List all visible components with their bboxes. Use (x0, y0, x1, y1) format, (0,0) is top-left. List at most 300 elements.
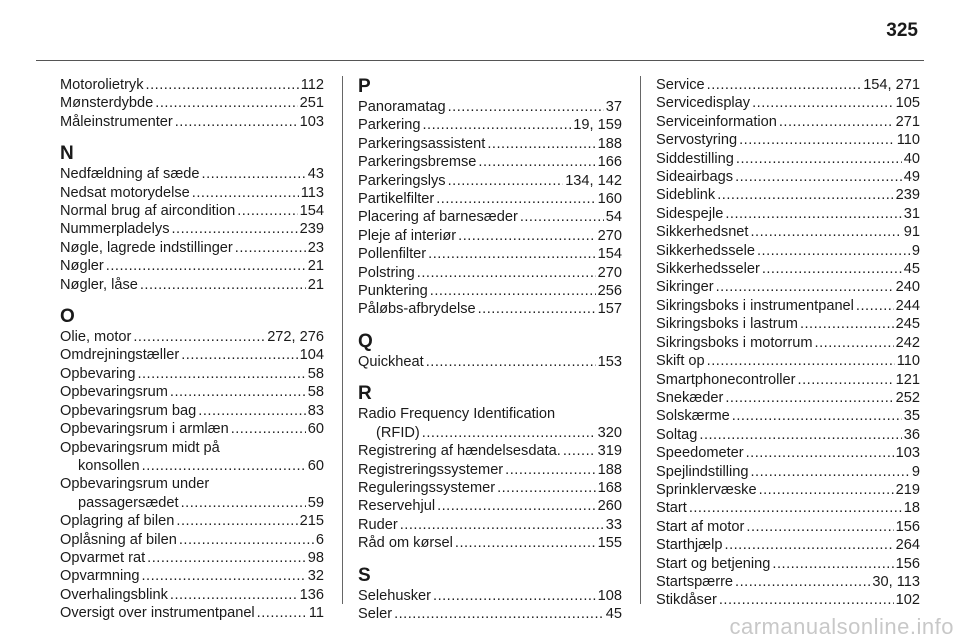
column-divider (342, 76, 343, 604)
index-entry (358, 282, 622, 300)
leader-dots (750, 223, 901, 241)
index-entry-page: 154 (597, 246, 622, 263)
leader-dots (736, 150, 902, 168)
index-entry-page: 239 (299, 221, 324, 238)
index-entry-text: Råd om kørsel (358, 535, 453, 552)
leader-dots (520, 208, 604, 226)
section-letter: S (358, 564, 371, 586)
leader-dots (478, 300, 596, 318)
index-entry (358, 516, 622, 534)
leader-dots (175, 113, 298, 131)
leader-dots (856, 297, 894, 315)
index-entry (60, 165, 324, 183)
leader-dots (394, 605, 604, 623)
index-entry-page: 104 (299, 347, 324, 364)
index-entry-page: 166 (597, 154, 622, 171)
index-entry (60, 604, 324, 622)
index-entry (60, 76, 324, 94)
leader-dots (202, 165, 306, 183)
leader-dots (759, 481, 894, 499)
index-entry-text: Seler (358, 605, 393, 622)
leader-dots (146, 76, 299, 94)
index-entry-page: 58 (307, 384, 324, 401)
section-letter: O (60, 306, 75, 328)
index-entry-page: 37 (605, 99, 622, 115)
leader-dots (815, 334, 894, 352)
leader-dots (181, 346, 297, 364)
index-entry (60, 202, 324, 220)
leader-dots (106, 257, 306, 275)
leader-dots (757, 242, 910, 260)
index-entry-page: 31 (903, 205, 920, 222)
leader-dots (707, 76, 862, 94)
leader-dots (181, 494, 306, 512)
index-entry-page: 271 (895, 113, 920, 130)
index-entry-text: Opbevaringsrum bag (60, 402, 197, 419)
section-letter: R (358, 383, 372, 405)
index-entry-text: Parkeringslys (358, 172, 446, 189)
leader-dots (497, 479, 596, 497)
index-entry-page: 19, 159 (573, 117, 622, 134)
leader-dots (400, 516, 604, 534)
leader-dots (142, 567, 306, 585)
index-entry-text: (RFID) (376, 424, 420, 441)
index-entry (60, 365, 324, 383)
index-entry-text: Panoramatag (358, 99, 446, 115)
leader-dots (746, 518, 893, 536)
index-entry-text: Sikringsboks i instrumentpanel (656, 297, 854, 314)
leader-dots (762, 260, 902, 278)
index-entry-text: Sikringsboks i motorrum (656, 334, 813, 351)
index-entry (656, 352, 920, 370)
index-entry (656, 573, 920, 591)
index-entry (656, 591, 920, 609)
index-entry-page: 160 (597, 191, 622, 208)
index-entry-text: Start og betjening (656, 555, 771, 572)
index-entry-text: Snekæder (656, 389, 724, 406)
leader-dots (140, 276, 306, 294)
index-entry (656, 186, 920, 204)
index-entry-text: Sikkerhedssele (656, 242, 755, 259)
index-entry-page: 245 (895, 316, 920, 333)
index-entry (656, 113, 920, 131)
leader-dots (725, 205, 901, 223)
index-entry (358, 153, 622, 171)
index-entry (656, 371, 920, 389)
index-entry (60, 184, 324, 202)
index-entry-text: Servicedisplay (656, 95, 751, 112)
index-entry-page: 156 (895, 518, 920, 535)
index-entry-page: 157 (597, 301, 622, 318)
index-entry-page: 272, 276 (267, 329, 324, 346)
index-entry-text: Parkeringsassistent (358, 135, 486, 152)
index-entry (656, 518, 920, 536)
index-entry-page: 9 (911, 463, 920, 480)
index-entry-text: Parkering (358, 117, 421, 134)
index-entry-text: Sprinklervæske (656, 481, 757, 498)
index-entry-text: Reguleringssystemer (358, 479, 496, 496)
leader-dots (428, 245, 596, 263)
index-entry (60, 549, 324, 567)
leader-dots (725, 389, 893, 407)
leader-dots (779, 113, 894, 131)
leader-dots (735, 573, 870, 591)
leader-dots (798, 371, 894, 389)
index-entry-text: Oversigt over instrumentpanel (60, 605, 255, 622)
index-entry-page: 49 (903, 169, 920, 186)
index-entry-text: Start af motor (656, 518, 745, 535)
index-entry (358, 227, 622, 245)
leader-dots (725, 536, 894, 554)
index-entry-page: 270 (597, 264, 622, 281)
index-entry (358, 497, 622, 515)
index-entry (60, 439, 324, 476)
index-entry-text: Speedometer (656, 445, 744, 462)
index-entry-text: Siddestilling (656, 150, 734, 167)
leader-dots (739, 131, 895, 149)
index-entry-text: Polstring (358, 264, 415, 281)
index-entry-text: Oplåsning af bilen (60, 531, 177, 548)
index-entry (358, 479, 622, 497)
leader-dots (192, 184, 299, 202)
leader-dots (448, 98, 604, 116)
index-entry-page: 219 (895, 481, 920, 498)
index-entry-page: 54 (605, 209, 622, 226)
index-entry-page: 188 (597, 461, 622, 478)
index-entry-text: Opbevaringsrum (60, 384, 168, 401)
index-entry-text: Omdrejningstæller (60, 347, 180, 364)
index-entry-text: Sikringsboks i lastrum (656, 316, 798, 333)
index-entry-page: 11 (308, 605, 324, 622)
leader-dots (437, 497, 596, 515)
leader-dots (257, 604, 307, 622)
index-entry-text: Sikkerhedsseler (656, 261, 760, 278)
index-entry-text: Sikkerhedsnet (656, 224, 749, 241)
index-entry-text: Start (656, 500, 687, 517)
index-entry-text: Soltag (656, 426, 698, 443)
index-entry-page: 252 (895, 389, 920, 406)
index-entry-text: Motorolietryk (60, 77, 144, 93)
index-entry-page: 155 (597, 535, 622, 552)
leader-dots (142, 457, 306, 475)
leader-dots (752, 94, 894, 112)
index-entry-text: Sidespejle (656, 205, 724, 222)
index-entry (358, 442, 622, 460)
index-entry (656, 463, 920, 481)
index-entry-text: Spejlindstilling (656, 463, 749, 480)
index-entry-page: 153 (597, 353, 622, 370)
index-entry-text: Nøgler, låse (60, 276, 138, 293)
index-entry-text: Måleinstrumenter (60, 113, 173, 130)
index-entry-page: 35 (903, 408, 920, 425)
index-entry (358, 245, 622, 263)
leader-dots (735, 168, 902, 186)
index-entry (60, 113, 324, 131)
index-entry-page: 260 (597, 498, 622, 515)
index-entry-text: konsollen (78, 457, 140, 474)
watermark: carmanualsonline.info (729, 614, 954, 639)
index-entry-text: Pleje af interiør (358, 227, 457, 244)
leader-dots (176, 512, 297, 530)
leader-dots (689, 499, 902, 517)
index-entry-page: 83 (307, 402, 324, 419)
index-entry (60, 383, 324, 401)
index-entry (60, 531, 324, 549)
index-entry-text: Nedfældning af sæde (60, 166, 200, 183)
index-entry (60, 402, 324, 420)
leader-dots (719, 591, 894, 609)
leader-dots (147, 549, 306, 567)
index-entry (656, 555, 920, 573)
leader-dots (179, 531, 314, 549)
leader-dots (732, 407, 902, 425)
index-entry-page: 240 (895, 279, 920, 296)
index-entry-page: 154 (299, 203, 324, 220)
index-entry (656, 94, 920, 112)
index-entry (358, 264, 622, 282)
index-entry-text: Skift op (656, 353, 705, 370)
index-entry-page: 23 (307, 239, 324, 256)
index-entry (60, 257, 324, 275)
index-entry (60, 586, 324, 604)
index-entry (656, 260, 920, 278)
index-entry (358, 208, 622, 226)
index-entry (656, 297, 920, 315)
index-entry-text: Ruder (358, 516, 398, 533)
index-entry-page: 58 (307, 365, 324, 382)
index-entry-page: 45 (903, 261, 920, 278)
index-entry (656, 76, 920, 94)
leader-dots (417, 264, 596, 282)
index-entry-page: 112 (300, 77, 324, 93)
index-column-1 (60, 76, 324, 623)
index-entry (656, 444, 920, 462)
index-entry (60, 346, 324, 364)
index-entry-text: Selehusker (358, 587, 432, 604)
index-entry-page: 188 (597, 135, 622, 152)
leader-dots (422, 116, 571, 134)
index-entry (60, 239, 324, 257)
index-entry-page: 156 (895, 555, 920, 572)
leader-dots (746, 444, 894, 462)
leader-dots (750, 463, 909, 481)
leader-dots (458, 227, 596, 245)
index-entry (656, 389, 920, 407)
index-entry (656, 150, 920, 168)
index-entry (656, 315, 920, 333)
index-entry-page: 91 (903, 224, 920, 241)
index-entry-text: Quickheat (358, 353, 424, 370)
leader-dots (237, 202, 297, 220)
index-entry-text: Registreringssystemer (358, 461, 504, 478)
index-entry (656, 223, 920, 241)
index-entry-text: Parkeringsbremse (358, 154, 477, 171)
index-entry-text: Punktering (358, 283, 428, 300)
index-entry (358, 605, 622, 623)
index-entry-page: 134, 142 (565, 172, 622, 189)
index-entry-page: 9 (911, 242, 920, 259)
index-entry-page: 108 (597, 587, 622, 604)
index-entry-text: Solskærme (656, 408, 730, 425)
leader-dots (717, 186, 893, 204)
index-entry-page: 239 (895, 187, 920, 204)
leader-dots (155, 94, 297, 112)
index-entry-text: Service (656, 77, 705, 93)
index-entry-page: 121 (895, 371, 920, 388)
index-entry-text: Registrering af hændelsesdata. (358, 443, 561, 460)
leader-dots (455, 534, 596, 552)
index-entry-text: Mønsterdybde (60, 95, 154, 112)
index-entry (60, 276, 324, 294)
index-entry-text: Pollenfilter (358, 246, 427, 263)
index-entry-page: 244 (895, 297, 920, 314)
index-entry-text: Opvarmning (60, 568, 140, 585)
index-entry-page: 21 (307, 276, 324, 293)
index-entry (60, 512, 324, 530)
header-rule (36, 60, 924, 61)
index-entry-page: 36 (903, 426, 920, 443)
index-entry (60, 94, 324, 112)
page-number: 325 (886, 20, 918, 41)
index-entry (358, 587, 622, 605)
index-entry-page: 40 (903, 150, 920, 167)
index-entry-page: 103 (299, 113, 324, 130)
index-entry-page: 215 (299, 513, 324, 530)
index-entry-text: Opvarmet rat (60, 549, 146, 566)
index-entry-text: Nøgle, lagrede indstillinger (60, 239, 233, 256)
column-divider (640, 76, 641, 604)
index-entry (358, 172, 622, 190)
index-entry (358, 534, 622, 552)
index-column-2 (358, 76, 622, 623)
index-entry (358, 98, 622, 116)
index-entry-page: 110 (896, 132, 920, 149)
index-entry-page: 103 (895, 445, 920, 462)
leader-dots (800, 315, 894, 333)
index-entry (656, 407, 920, 425)
leader-dots (448, 172, 564, 190)
leader-dots (170, 383, 306, 401)
section-letter: P (358, 76, 371, 97)
index-entry-text: Sideairbags (656, 169, 734, 186)
index-entry-page: 18 (903, 500, 920, 517)
index-entry-text: Serviceinformation (656, 113, 777, 130)
index-entry-text: Opbevaringsrum under (60, 476, 210, 493)
index-entry-page: 320 (597, 424, 622, 441)
index-entry (60, 567, 324, 585)
index-entry (656, 278, 920, 296)
index-entry-text: Placering af barnesæder (358, 209, 518, 226)
index-entry (358, 135, 622, 153)
index-entry-page: 102 (895, 592, 920, 609)
leader-dots (563, 442, 596, 460)
index-entry-page: 110 (896, 353, 920, 370)
leader-dots (433, 587, 596, 605)
index-entry (656, 426, 920, 444)
index-entry (358, 461, 622, 479)
index-entry-page: 319 (597, 443, 622, 460)
index-entry-text: Nøgler (60, 258, 104, 275)
index-entry-text: Opbevaring (60, 365, 136, 382)
index-entry-page: 242 (895, 334, 920, 351)
index-entry-text: Smartphonecontroller (656, 371, 796, 388)
leader-dots (430, 282, 596, 300)
index-entry-page: 33 (605, 516, 622, 533)
leader-dots (478, 153, 595, 171)
index-entry-page: 21 (307, 258, 324, 275)
index-entry-page: 264 (895, 537, 920, 554)
index-entry-page: 6 (315, 531, 324, 548)
index-entry (656, 205, 920, 223)
leader-dots (235, 239, 306, 257)
leader-dots (699, 426, 901, 444)
leader-dots (487, 135, 595, 153)
index-entry (358, 190, 622, 208)
index-entry-text: Reservehjul (358, 498, 436, 515)
index-entry-page: 43 (307, 166, 324, 183)
index-entry-text: Startspærre (656, 573, 734, 590)
leader-dots (198, 402, 305, 420)
index-entry-page: 60 (307, 457, 324, 474)
index-entry-page: 168 (597, 479, 622, 496)
index-entry-text: Starthjælp (656, 537, 723, 554)
leader-dots (436, 190, 595, 208)
index-entry (656, 499, 920, 517)
index-entry-text: Oplagring af bilen (60, 513, 175, 530)
index-entry-text: Påløbs-afbrydelse (358, 301, 476, 318)
index-entry-page: 45 (605, 605, 622, 622)
index-entry-text: Sideblink (656, 187, 716, 204)
index-entry-page: 105 (895, 95, 920, 112)
index-entry-text: Partikelfilter (358, 191, 435, 208)
index-entry-text: Opbevaringsrum midt på (60, 439, 220, 456)
index-entry-page: 270 (597, 227, 622, 244)
index-entry (60, 475, 324, 512)
index-entry (60, 420, 324, 438)
index-entry-text: Overhalingsblink (60, 586, 168, 603)
index-entry-text: Nedsat motorydelse (60, 184, 190, 201)
index-entry-page: 30, 113 (872, 573, 920, 590)
index-entry-page: 256 (597, 283, 622, 300)
index-entry-text: Radio Frequency Identification (358, 406, 556, 423)
section-letter: N (60, 143, 74, 165)
leader-dots (426, 353, 596, 371)
index-entry (358, 405, 622, 442)
leader-dots (716, 278, 894, 296)
index-entry (656, 131, 920, 149)
leader-dots (172, 220, 298, 238)
index-entry-text: Nummerpladelys (60, 221, 170, 238)
index-entry (358, 116, 622, 134)
index-entry (656, 334, 920, 352)
section-letter: Q (358, 330, 373, 352)
index-entry (358, 353, 622, 371)
index-entry-page: 32 (307, 568, 324, 585)
index-entry (656, 481, 920, 499)
leader-dots (422, 424, 596, 442)
index-entry-text: Normal brug af aircondition (60, 203, 236, 220)
leader-dots (133, 328, 265, 346)
index-entry-page: 113 (300, 184, 324, 201)
leader-dots (170, 586, 298, 604)
leader-dots (707, 352, 895, 370)
leader-dots (231, 420, 306, 438)
index-entry-page: 59 (307, 494, 324, 511)
index-entry-text: Olie, motor (60, 329, 132, 346)
index-entry-page: 98 (307, 549, 324, 566)
index-entry-text: Sikringer (656, 279, 714, 296)
index-entry (60, 328, 324, 346)
